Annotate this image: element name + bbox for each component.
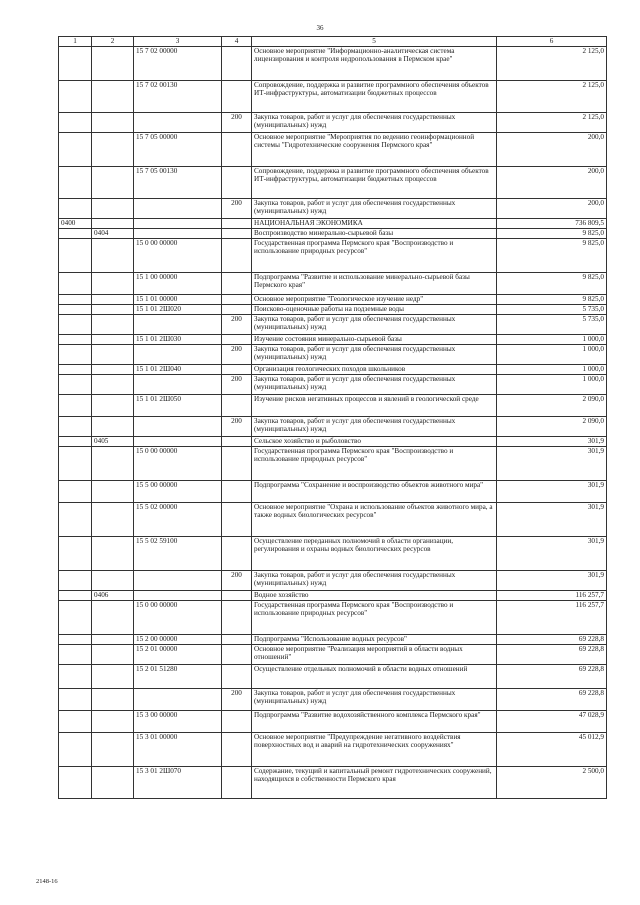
amount: 736 809,5 (497, 219, 607, 229)
item-name: Осуществление отдельных полномочий в области водных отношений (252, 665, 497, 689)
amount: 200,0 (497, 133, 607, 167)
target-article-code: 15 7 02 00130 (134, 81, 222, 113)
item-name: Закупка товаров, работ и услуг для обеспечения государственных (муниципальных) нужд (252, 199, 497, 219)
table-row (59, 113, 607, 133)
item-name: Воспроизводство минерально-сырьевой базы (252, 229, 497, 239)
target-article-code: 15 2 01 51280 (134, 665, 222, 689)
table-row (59, 81, 607, 113)
table-row (59, 239, 607, 273)
target-article-code: 15 1 00 00000 (134, 273, 222, 295)
target-article-code (134, 345, 222, 365)
subsection-code (92, 113, 134, 133)
section-code (59, 81, 92, 113)
expense-type-code (222, 601, 252, 635)
subsection-code (92, 601, 134, 635)
section-code (59, 315, 92, 335)
subsection-code (92, 239, 134, 273)
item-name: Основное мероприятие "Реализация мероприятий в области водных отношений" (252, 645, 497, 665)
expense-type-code: 200 (222, 571, 252, 591)
expense-type-code (222, 711, 252, 733)
subsection-code: 0404 (92, 229, 134, 239)
target-article-code: 15 0 00 00000 (134, 447, 222, 481)
table-row (59, 537, 607, 571)
amount: 1 000,0 (497, 345, 607, 365)
expense-type-code: 200 (222, 315, 252, 335)
subsection-code (92, 689, 134, 711)
amount: 301,9 (497, 447, 607, 481)
table-row (59, 305, 607, 315)
item-name: Основное мероприятие "Охрана и использование объектов животного мира, а также водных биологических ресурсов" (252, 503, 497, 537)
target-article-code: 15 0 00 00000 (134, 601, 222, 635)
table-row (59, 481, 607, 503)
amount: 9 825,0 (497, 229, 607, 239)
section-code (59, 335, 92, 345)
section-code (59, 665, 92, 689)
amount: 9 825,0 (497, 295, 607, 305)
amount: 69 228,8 (497, 689, 607, 711)
section-code (59, 767, 92, 799)
subsection-code (92, 767, 134, 799)
column-header: 6 (497, 37, 607, 47)
item-name: Закупка товаров, работ и услуг для обеспечения государственных (муниципальных) нужд (252, 113, 497, 133)
expense-type-code (222, 395, 252, 417)
subsection-code (92, 395, 134, 417)
item-name: Подпрограмма "Развитие и использование минерально-сырьевой базы Пермского края" (252, 273, 497, 295)
section-code (59, 571, 92, 591)
section-code (59, 537, 92, 571)
table-row (59, 47, 607, 81)
table-row (59, 767, 607, 799)
page-number: 36 (316, 24, 324, 32)
item-name: Государственная программа Пермского края "Воспроизводство и использование природных ресурсов" (252, 601, 497, 635)
column-header: 3 (134, 37, 222, 47)
table-row (59, 447, 607, 481)
section-code (59, 199, 92, 219)
section-code (59, 417, 92, 437)
target-article-code: 15 0 00 00000 (134, 239, 222, 273)
subsection-code (92, 295, 134, 305)
amount: 47 028,9 (497, 711, 607, 733)
amount: 2 125,0 (497, 81, 607, 113)
table-row (59, 375, 607, 395)
amount: 301,9 (497, 503, 607, 537)
budget-table (58, 36, 607, 799)
amount: 2 125,0 (497, 113, 607, 133)
subsection-code (92, 305, 134, 315)
section-code (59, 481, 92, 503)
section-code (59, 645, 92, 665)
section-code (59, 395, 92, 417)
expense-type-code: 200 (222, 689, 252, 711)
target-article-code (134, 571, 222, 591)
amount: 1 000,0 (497, 375, 607, 395)
table-row (59, 711, 607, 733)
target-article-code: 15 1 01 2Ш040 (134, 365, 222, 375)
expense-type-code: 200 (222, 375, 252, 395)
column-header: 4 (222, 37, 252, 47)
column-header: 5 (252, 37, 497, 47)
expense-type-code (222, 81, 252, 113)
section-code (59, 273, 92, 295)
section-code (59, 733, 92, 767)
table-row (59, 199, 607, 219)
amount: 5 735,0 (497, 315, 607, 335)
section-code (59, 167, 92, 199)
subsection-code (92, 345, 134, 365)
expense-type-code: 200 (222, 113, 252, 133)
target-article-code (134, 229, 222, 239)
amount: 301,9 (497, 537, 607, 571)
expense-type-code (222, 229, 252, 239)
table-row (59, 571, 607, 591)
section-code (59, 229, 92, 239)
table-row (59, 689, 607, 711)
table-row (59, 733, 607, 767)
item-name: Осуществление переданных полномочий в области организации, регулирования и охраны водных биологических ресурсов (252, 537, 497, 571)
amount: 9 825,0 (497, 239, 607, 273)
table-row (59, 133, 607, 167)
subsection-code (92, 481, 134, 503)
section-code: 0400 (59, 219, 92, 229)
document-code: 2148-16 (36, 878, 58, 885)
table-row (59, 635, 607, 645)
expense-type-code (222, 239, 252, 273)
section-code (59, 689, 92, 711)
table-row (59, 345, 607, 365)
target-article-code (134, 689, 222, 711)
expense-type-code (222, 481, 252, 503)
subsection-code (92, 503, 134, 537)
item-name: Организация геологических походов школьников (252, 365, 497, 375)
amount: 301,9 (497, 437, 607, 447)
item-name: Закупка товаров, работ и услуг для обеспечения государственных (муниципальных) нужд (252, 571, 497, 591)
item-name: Содержание, текущий и капитальный ремонт гидротехнических сооружений, находящихся в собственности Пермского края (252, 767, 497, 799)
section-code (59, 305, 92, 315)
target-article-code: 15 3 01 2Ш070 (134, 767, 222, 799)
subsection-code: 0406 (92, 591, 134, 601)
subsection-code (92, 365, 134, 375)
expense-type-code (222, 47, 252, 81)
amount: 200,0 (497, 167, 607, 199)
subsection-code (92, 199, 134, 219)
item-name: Государственная программа Пермского края "Воспроизводство и использование природных ресурсов" (252, 447, 497, 481)
section-code (59, 447, 92, 481)
column-header: 1 (59, 37, 92, 47)
expense-type-code (222, 167, 252, 199)
target-article-code (134, 199, 222, 219)
subsection-code (92, 665, 134, 689)
table-row (59, 365, 607, 375)
item-name: Основное мероприятие "Предупреждение негативного воздействия поверхностных вод и аварий на гидротехнических сооружениях" (252, 733, 497, 767)
expense-type-code (222, 767, 252, 799)
subsection-code (92, 47, 134, 81)
table-row (59, 503, 607, 537)
expense-type-code (222, 295, 252, 305)
amount: 116 257,7 (497, 601, 607, 635)
expense-type-code: 200 (222, 417, 252, 437)
item-name: Сопровождение, поддержка и развитие программного обеспечения объектов ИТ-инфраструктуры, автоматизации бюджетных процессов (252, 167, 497, 199)
target-article-code: 15 3 00 00000 (134, 711, 222, 733)
target-article-code: 15 3 01 00000 (134, 733, 222, 767)
amount: 9 825,0 (497, 273, 607, 295)
amount: 116 257,7 (497, 591, 607, 601)
section-code (59, 503, 92, 537)
item-name: Подпрограмма "Использование водных ресурсов" (252, 635, 497, 645)
table-row (59, 591, 607, 601)
target-article-code: 15 5 02 00000 (134, 503, 222, 537)
table-row (59, 601, 607, 635)
subsection-code (92, 537, 134, 571)
target-article-code: 15 1 01 2Ш030 (134, 335, 222, 345)
target-article-code: 15 5 00 00000 (134, 481, 222, 503)
target-article-code: 15 7 05 00130 (134, 167, 222, 199)
section-code (59, 635, 92, 645)
amount: 2 090,0 (497, 417, 607, 437)
expense-type-code (222, 305, 252, 315)
section-code (59, 47, 92, 81)
target-article-code: 15 1 01 2Ш020 (134, 305, 222, 315)
subsection-code (92, 167, 134, 199)
section-code (59, 239, 92, 273)
item-name: Подпрограмма "Сохранение и воспроизводство объектов животного мира" (252, 481, 497, 503)
table-row (59, 437, 607, 447)
item-name: Закупка товаров, работ и услуг для обеспечения государственных (муниципальных) нужд (252, 417, 497, 437)
subsection-code (92, 219, 134, 229)
expense-type-code (222, 437, 252, 447)
table-row (59, 645, 607, 665)
table-row (59, 315, 607, 335)
item-name: Изучение состояния минерально-сырьевой базы (252, 335, 497, 345)
table-row (59, 167, 607, 199)
target-article-code (134, 113, 222, 133)
item-name: Поисково-оценочные работы на подземные воды (252, 305, 497, 315)
section-code (59, 295, 92, 305)
expense-type-code (222, 219, 252, 229)
subsection-code (92, 733, 134, 767)
subsection-code (92, 375, 134, 395)
section-code (59, 345, 92, 365)
column-header-row (59, 37, 607, 47)
expense-type-code (222, 133, 252, 167)
expense-type-code (222, 335, 252, 345)
item-name: Закупка товаров, работ и услуг для обеспечения государственных (муниципальных) нужд (252, 345, 497, 365)
section-code (59, 711, 92, 733)
expense-type-code: 200 (222, 199, 252, 219)
amount: 200,0 (497, 199, 607, 219)
amount: 2 500,0 (497, 767, 607, 799)
amount: 1 000,0 (497, 335, 607, 345)
item-name: Государственная программа Пермского края "Воспроизводство и использование природных ресурсов" (252, 239, 497, 273)
target-article-code: 15 1 01 2Ш050 (134, 395, 222, 417)
section-code (59, 601, 92, 635)
amount: 69 228,8 (497, 635, 607, 645)
target-article-code: 15 2 00 00000 (134, 635, 222, 645)
target-article-code: 15 1 01 00000 (134, 295, 222, 305)
table-row (59, 395, 607, 417)
amount: 69 228,8 (497, 645, 607, 665)
subsection-code (92, 645, 134, 665)
subsection-code (92, 417, 134, 437)
subsection-code: 0405 (92, 437, 134, 447)
expense-type-code (222, 537, 252, 571)
section-code (59, 365, 92, 375)
subsection-code (92, 273, 134, 295)
subsection-code (92, 571, 134, 591)
subsection-code (92, 635, 134, 645)
target-article-code (134, 315, 222, 335)
item-name: Закупка товаров, работ и услуг для обеспечения государственных (муниципальных) нужд (252, 375, 497, 395)
expense-type-code (222, 273, 252, 295)
subsection-code (92, 81, 134, 113)
table-row (59, 273, 607, 295)
expense-type-code: 200 (222, 345, 252, 365)
subsection-code (92, 315, 134, 335)
section-code (59, 437, 92, 447)
section-code (59, 113, 92, 133)
amount: 5 735,0 (497, 305, 607, 315)
table-row (59, 417, 607, 437)
subsection-code (92, 335, 134, 345)
table-row (59, 295, 607, 305)
item-name: Основное мероприятие "Мероприятия по ведению геоинформационной системы "Гидротехнические сооружения Пермского края" (252, 133, 497, 167)
expense-type-code (222, 447, 252, 481)
item-name: Основное мероприятие "Геологическое изучение недр" (252, 295, 497, 305)
expense-type-code (222, 635, 252, 645)
expense-type-code (222, 645, 252, 665)
target-article-code: 15 5 02 59100 (134, 537, 222, 571)
subsection-code (92, 447, 134, 481)
subsection-code (92, 133, 134, 167)
item-name: Основное мероприятие "Информационно-аналитическая система лицензирования и контроля недропользования в Пермском крае" (252, 47, 497, 81)
section-code (59, 375, 92, 395)
column-header: 2 (92, 37, 134, 47)
table-row (59, 219, 607, 229)
target-article-code (134, 437, 222, 447)
target-article-code: 15 7 05 00000 (134, 133, 222, 167)
amount: 2 125,0 (497, 47, 607, 81)
item-name: Изучение рисков негативных процессов и явлений в геологической среде (252, 395, 497, 417)
amount: 301,9 (497, 571, 607, 591)
item-name: НАЦИОНАЛЬНАЯ ЭКОНОМИКА (252, 219, 497, 229)
expense-type-code (222, 665, 252, 689)
amount: 301,9 (497, 481, 607, 503)
section-code (59, 133, 92, 167)
target-article-code (134, 417, 222, 437)
target-article-code (134, 591, 222, 601)
expense-type-code (222, 365, 252, 375)
amount: 69 228,8 (497, 665, 607, 689)
amount: 45 012,9 (497, 733, 607, 767)
table-row (59, 665, 607, 689)
target-article-code: 15 7 02 00000 (134, 47, 222, 81)
target-article-code: 15 2 01 00000 (134, 645, 222, 665)
item-name: Подпрограмма "Развитие водохозяйственного комплекса Пермского края" (252, 711, 497, 733)
item-name: Закупка товаров, работ и услуг для обеспечения государственных (муниципальных) нужд (252, 315, 497, 335)
item-name: Водное хозяйство (252, 591, 497, 601)
item-name: Закупка товаров, работ и услуг для обеспечения государственных (муниципальных) нужд (252, 689, 497, 711)
expense-type-code (222, 733, 252, 767)
amount: 1 000,0 (497, 365, 607, 375)
table-row (59, 229, 607, 239)
subsection-code (92, 711, 134, 733)
expense-type-code (222, 591, 252, 601)
amount: 2 090,0 (497, 395, 607, 417)
item-name: Сельское хозяйство и рыболовство (252, 437, 497, 447)
target-article-code (134, 219, 222, 229)
target-article-code (134, 375, 222, 395)
item-name: Сопровождение, поддержка и развитие программного обеспечения объектов ИТ-инфраструктуры, автоматизации бюджетных процессов (252, 81, 497, 113)
table-row (59, 335, 607, 345)
expense-type-code (222, 503, 252, 537)
section-code (59, 591, 92, 601)
